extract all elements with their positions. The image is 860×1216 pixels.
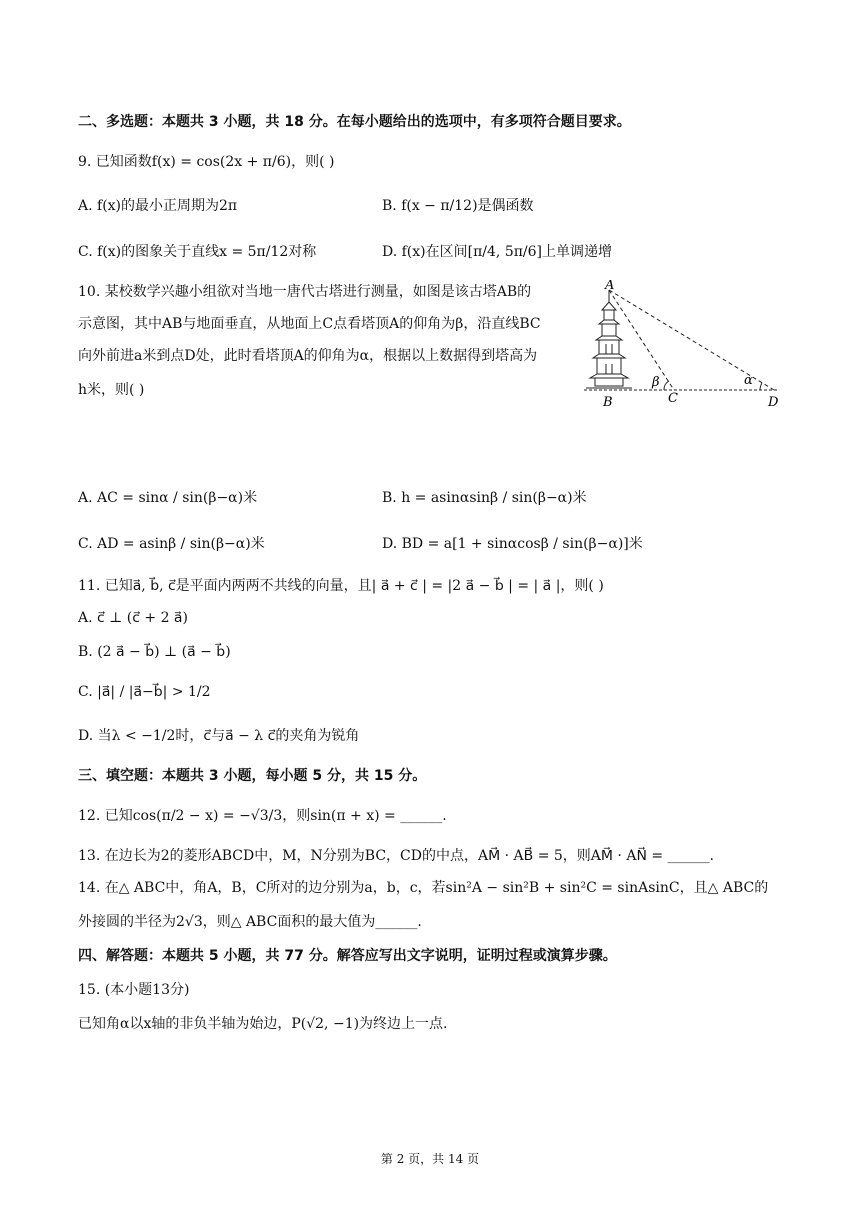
section-heading-answer: 四、解答题：本题共 5 小题，共 77 分。解答应写出文字说明，证明过程或演算步骤。 <box>78 948 617 964</box>
beta-arc <box>664 381 669 390</box>
tower-icon <box>586 290 632 388</box>
page-footer: 第 2 页，共 14 页 <box>380 1152 480 1166</box>
label-d: D <box>768 395 779 410</box>
tower-diagram <box>578 280 786 412</box>
section-heading-multiple-choice: 二、多选题：本题共 3 小题，共 18 分。在每小题给出的选项中，有多项符合题目要求。 <box>78 114 631 130</box>
q11-option-b: B. (2 a⃗ − b⃗) ⊥ (a⃗ − b⃗) <box>78 644 231 660</box>
label-alpha: α <box>744 373 753 388</box>
q9-option-a: A. f(x)的最小正周期为2π <box>78 198 238 214</box>
q10-stem-line-2: 示意图，其中AB与地面垂直，从地面上C点看塔顶A的仰角为β，沿直线BC <box>78 316 541 332</box>
q11-option-d: D. 当λ < −1/2时，c⃗与a⃗ − λ c⃗的夹角为锐角 <box>78 728 360 744</box>
q10-stem-line-4: h米，则( ) <box>78 382 145 398</box>
q14-stem-line-1: 14. 在△ ABC中，角A，B，C所对的边分别为a，b，c，若sin²A − sin²B + sin²C = sinAsinC，且△ ABC的 <box>78 880 769 896</box>
q10-stem-line-3: 向外前进a米到点D处，此时看塔顶A的仰角为α，根据以上数据得到塔高为 <box>78 348 538 364</box>
alpha-arc <box>760 383 762 390</box>
q12-stem: 12. 已知cos(π/2 − x) = −√3/3，则sin(π + x) = ______. <box>78 808 447 824</box>
section-heading-fill-in: 三、填空题：本题共 3 小题，每小题 5 分，共 15 分。 <box>78 768 427 784</box>
q11-option-a: A. c⃗ ⊥ (c⃗ + 2 a⃗) <box>78 610 188 626</box>
q13-stem: 13. 在边长为2的菱形ABCD中，M，N分别为BC，CD的中点，AM⃗ · AB⃗ = 5，则AM⃗ · AN⃗ = ______. <box>78 848 714 864</box>
q11-option-c: C. |a⃗| / |a⃗−b⃗| > 1/2 <box>78 684 211 700</box>
q9-option-c: C. f(x)的图象关于直线x = 5π/12对称 <box>78 244 317 260</box>
q9-stem: 9. 已知函数f(x) = cos(2x + π/6)，则( ) <box>78 154 335 170</box>
q11-stem: 11. 已知a⃗, b⃗, c⃗是平面内两两不共线的向量，且| a⃗ + c⃗ | = |2 a⃗ − b⃗ | = | a⃗ |，则( ) <box>78 578 604 594</box>
label-beta: β <box>652 375 660 390</box>
q10-option-b: B. h = asinαsinβ / sin(β−α)米 <box>382 490 587 506</box>
q10-option-d: D. BD = a[1 + sinαcosβ / sin(β−α)]米 <box>382 536 643 552</box>
q10-option-c: C. AD = asinβ / sin(β−α)米 <box>78 536 265 552</box>
q9-option-d: D. f(x)在区间[π/4, 5π/6]上单调递增 <box>382 244 613 260</box>
q14-stem-line-2: 外接圆的半径为2√3，则△ ABC面积的最大值为______. <box>78 914 422 930</box>
q10-option-a: A. AC = sinα / sin(β−α)米 <box>78 490 258 506</box>
q10-stem-line-1: 10. 某校数学兴趣小组欲对当地一唐代古塔进行测量，如图是该古塔AB的 <box>78 284 532 300</box>
q15-stem: 已知角α以x轴的非负半轴为始边，P(√2, −1)为终边上一点. <box>78 1016 448 1032</box>
label-c: C <box>668 391 678 406</box>
q15-heading: 15. (本小题13分) <box>78 982 190 998</box>
label-b: B <box>603 395 613 410</box>
q9-option-b: B. f(x − π/12)是偶函数 <box>382 198 534 214</box>
label-a: A <box>605 280 615 293</box>
